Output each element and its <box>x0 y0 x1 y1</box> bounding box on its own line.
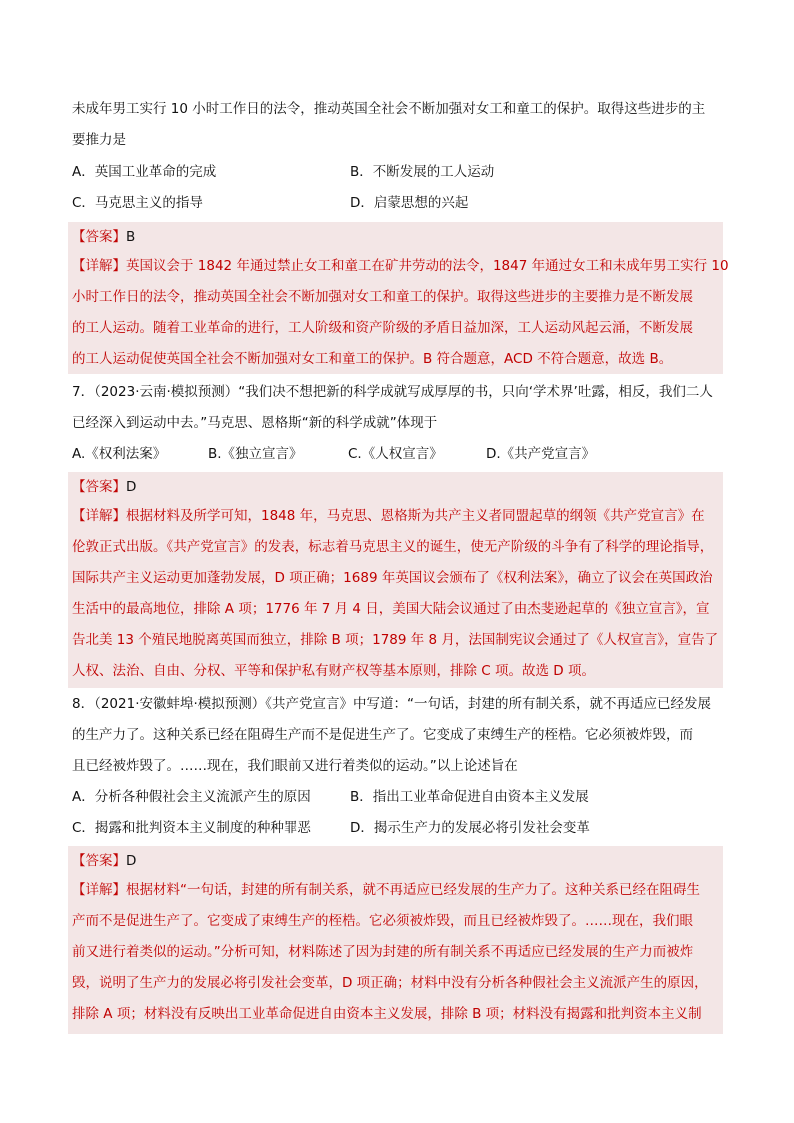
q8-detail-line-2: 产而不是促进生产了。它变成了束缚生产的桎梏。它必须被炸毁，而且已经被炸毁了。……现在，我们眼 <box>72 913 693 929</box>
q7-answer-box <box>68 472 723 502</box>
q6-option-d: D．启蒙思想的兴起 <box>350 195 469 211</box>
q7-detail-line-4: 生活中的最高地位，排除 A 项；1776 年 7 月 4 日，美国大陆会议通过了由杰斐逊起草的《独立宣言》，宣 <box>72 601 710 617</box>
q6-answer <box>72 228 724 246</box>
q8-detail-line-4: 毁，说明了生产力的发展必将引发社会变革，D 项正确；材料中没有分析各种假社会主义流派产生的原因， <box>72 975 708 991</box>
q7-option-a: A.《权利法案》 <box>72 446 167 462</box>
q8-answer-box <box>68 846 723 876</box>
answer-value: B <box>126 229 136 245</box>
q8-option-a: A．分析各种假社会主义流派产生的原因 <box>72 789 311 805</box>
q6-answer-box <box>68 222 723 252</box>
q8-stem-line-2: 的生产力了。这种关系已经在阻碍生产而不是促进生产了。它变成了束缚生产的桎梏。它必须被炸毁，而 <box>72 727 693 743</box>
q7-stem-line-1: 7．（2023·云南·模拟预测）“我们决不想把新的科学成就写成厚厚的书，只向‘学术界’吐露，相反，我们二人 <box>72 384 713 400</box>
q7-detail-line-3: 国际共产主义运动更加蓬勃发展，D 项正确；1689 年英国议会颁布了《权利法案》，确立了议会在英国政治 <box>72 570 713 586</box>
q6-detail-box <box>68 252 729 374</box>
q7-detail-line-6: 人权、法治、自由、分权、平等和保护私有财产权等基本原则，排除 C 项。故选 D 项。 <box>72 663 595 679</box>
q6-detail-line-4: 的工人运动促使英国全社会不断加强对女工和童工的保护。B 符合题意，ACD 不符合题意，故选 B。 <box>72 351 673 367</box>
q8-option-c: C．揭露和批判资本主义制度的种种罪恶 <box>72 820 311 836</box>
q8-answer <box>72 852 724 870</box>
q7-stem-line-2: 已经深入到运动中去。”马克思、恩格斯“新的科学成就”体现于 <box>72 415 438 431</box>
q8-detail-line-1: 【详解】根据材料“一句话，封建的所有制关系，就不再适应已经发展的生产力了。这种关系已经在阻碍生 <box>72 882 700 898</box>
q8-option-b: B．指出工业革命促进自由资本主义发展 <box>350 789 589 805</box>
q6-option-a: A．英国工业革命的完成 <box>72 164 217 180</box>
answer-label: 【答案】 <box>72 229 126 245</box>
q7-option-b: B.《独立宣言》 <box>208 446 303 462</box>
answer-label: 【答案】 <box>72 479 126 495</box>
answer-value: D <box>126 853 137 869</box>
q6-detail-line-2: 小时工作日的法令，推动英国全社会不断加强对女工和童工的保护。取得这些进步的主要推力是不断发展 <box>72 289 693 305</box>
q6-detail-line-3: 的工人运动。随着工业革命的进行，工人阶级和资产阶级的矛盾日益加深，工人运动风起云涌，不断发展 <box>72 320 693 336</box>
q7-detail-line-5: 告北美 13 个殖民地脱离英国而独立，排除 B 项；1789 年 8 月，法国制宪议会通过了《人权宣言》，宣告了 <box>72 632 719 648</box>
q7-detail-line-2: 伦敦正式出版。《共产党宣言》的发表，标志着马克思主义的诞生，使无产阶级的斗争有了科学的理论指导， <box>72 539 714 555</box>
q7-option-d: D.《共产党宣言》 <box>486 446 596 462</box>
q8-stem-line-1: 8．（2021·安徽蚌埠·模拟预测）《共产党宣言》中写道：“一句话，封建的所有制关系，就不再适应已经发展 <box>72 696 712 712</box>
answer-label: 【答案】 <box>72 853 126 869</box>
q8-detail-line-5: 排除 A 项；材料没有反映出工业革命促进自由资本主义发展，排除 B 项；材料没有揭露和批判资本主义制 <box>72 1006 702 1022</box>
q6-stem-line-1: 未成年男工实行 10 小时工作日的法令，推动英国全社会不断加强对女工和童工的保护。取得这些进步的主 <box>72 101 706 117</box>
q8-detail-line-3: 前又进行着类似的运动。”分析可知，材料陈述了因为封建的所有制关系不再适应已经发展的生产力而被炸 <box>72 944 694 960</box>
q6-option-c: C．马克思主义的指导 <box>72 195 203 211</box>
q6-detail-line-1: 【详解】英国议会于 1842 年通过禁止女工和童工在矿井劳动的法令，1847 年通过女工和未成年男工实行 10 <box>72 258 729 274</box>
q8-stem-line-3: 且已经被炸毁了。……现在，我们眼前又进行着类似的运动。”以上论述旨在 <box>72 758 518 774</box>
q7-detail-line-1: 【详解】根据材料及所学可知，1848 年，马克思、恩格斯为共产主义者同盟起草的纲领《共产党宣言》在 <box>72 508 705 524</box>
q8-detail-box <box>68 876 723 1034</box>
q6-option-b: B．不断发展的工人运动 <box>350 164 495 180</box>
q7-answer <box>72 478 724 496</box>
q8-option-d: D．揭示生产力的发展必将引发社会变革 <box>350 820 590 836</box>
answer-value: D <box>126 479 137 495</box>
q7-option-c: C.《人权宣言》 <box>348 446 443 462</box>
q6-stem-line-2: 要推力是 <box>72 132 126 148</box>
q7-detail-box <box>68 502 723 688</box>
